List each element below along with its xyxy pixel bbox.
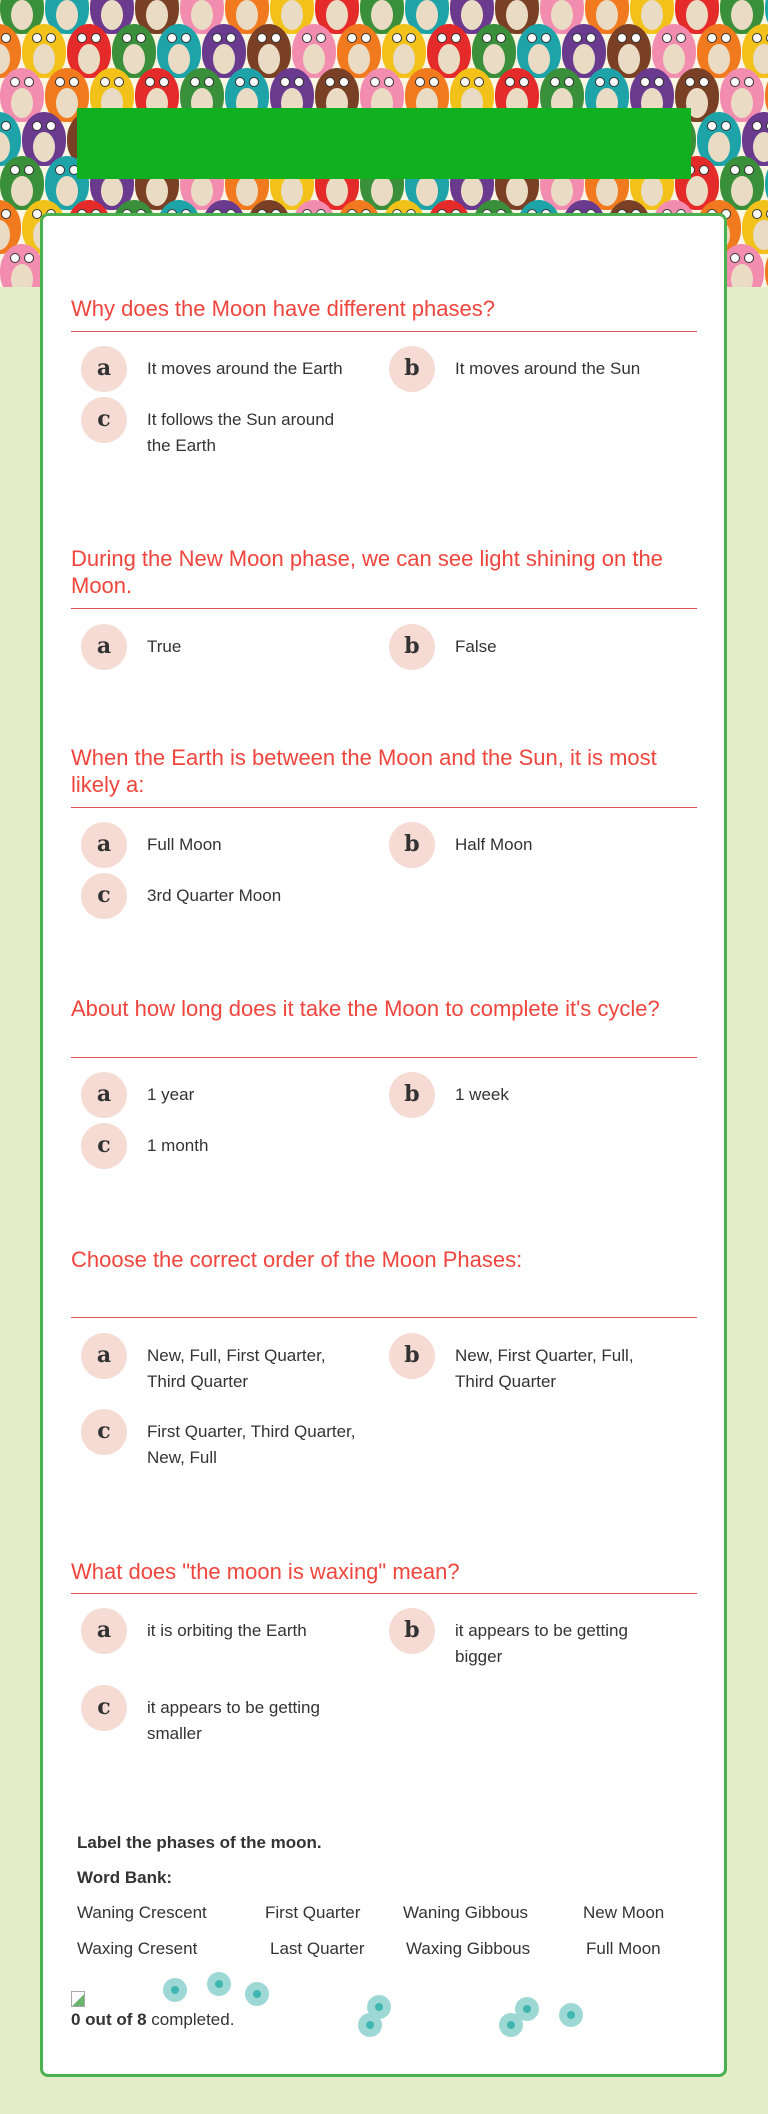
question-divider — [71, 1057, 697, 1058]
word-bank-item: Waxing Cresent — [77, 1939, 198, 1958]
option-text[interactable]: Half Moon — [455, 835, 533, 854]
label-heading: Label the phases of the moon. — [77, 1833, 322, 1852]
word-bank-item: Full Moon — [586, 1939, 661, 1958]
question-divider — [71, 608, 697, 609]
option-letter-button[interactable]: a — [81, 1608, 127, 1654]
word-bank-item: New Moon — [583, 1903, 665, 1922]
question-title: When the Earth is between the Moon and the Sun, it is most likely a: — [71, 745, 657, 797]
drop-target-dot[interactable] — [163, 1978, 187, 2002]
question-title: During the New Moon phase, we can see light shining on the Moon. — [71, 546, 663, 598]
option-letter-button[interactable]: a — [81, 1072, 127, 1118]
option-text[interactable]: 1 year — [147, 1085, 195, 1104]
option-text[interactable]: New, First Quarter, Full, Third Quarter — [455, 1346, 634, 1391]
option-letter-button[interactable]: b — [389, 1333, 435, 1379]
option-letter-button[interactable]: c — [81, 1123, 127, 1169]
option-text[interactable]: True — [147, 637, 182, 656]
option-text[interactable]: it appears to be getting bigger — [455, 1621, 628, 1666]
option-text[interactable]: False — [455, 637, 497, 656]
option-text[interactable]: It moves around the Sun — [455, 359, 641, 378]
option-letter-button[interactable]: c — [81, 873, 127, 919]
option-text[interactable]: It follows the Sun around the Earth — [147, 410, 335, 455]
question-title: Choose the correct order of the Moon Phases: — [71, 1247, 523, 1272]
option-text[interactable]: New, Full, First Quarter, Third Quarter — [147, 1346, 326, 1391]
title-banner — [77, 108, 691, 179]
option-letter-button[interactable]: a — [81, 822, 127, 868]
question-divider — [71, 1317, 697, 1318]
word-bank-item: Waning Gibbous — [403, 1903, 529, 1922]
option-text[interactable]: First Quarter, Third Quarter, New, Full — [147, 1422, 356, 1467]
option-letter-button[interactable]: b — [389, 822, 435, 868]
word-bank-item: Waning Crescent — [77, 1903, 207, 1922]
word-bank-label: Word Bank: — [77, 1868, 173, 1887]
option-text[interactable]: it appears to be getting smaller — [147, 1698, 320, 1743]
question-title: About how long does it take the Moon to complete it's cycle? — [71, 996, 660, 1021]
drop-target-dot[interactable] — [245, 1982, 269, 2006]
option-text[interactable]: it is orbiting the Earth — [147, 1621, 307, 1640]
option-text[interactable]: 1 month — [147, 1136, 209, 1155]
question-divider — [71, 807, 697, 808]
option-text[interactable]: It moves around the Earth — [147, 359, 343, 378]
drop-target-dot[interactable] — [358, 2013, 382, 2037]
option-text[interactable]: Full Moon — [147, 835, 222, 854]
option-letter-button[interactable]: a — [81, 1333, 127, 1379]
drop-target-dot[interactable] — [207, 1972, 231, 1996]
option-letter-button[interactable]: b — [389, 346, 435, 392]
drop-target-dot[interactable] — [515, 1997, 539, 2021]
progress-text — [71, 2010, 234, 2030]
question-title: Why does the Moon have different phases? — [71, 296, 495, 321]
progress-suffix: completed. — [146, 2010, 235, 2029]
option-letter-button[interactable]: b — [389, 1608, 435, 1654]
option-letter-button[interactable]: b — [389, 1072, 435, 1118]
option-letter-button[interactable]: c — [81, 1685, 127, 1731]
question-divider — [71, 1593, 697, 1594]
progress-count: 0 out of 8 — [71, 2010, 147, 2029]
option-letter-button[interactable]: a — [81, 346, 127, 392]
worksheet-card — [40, 213, 727, 2077]
drop-target-dot[interactable] — [559, 2003, 583, 2027]
option-text[interactable]: 1 week — [455, 1085, 509, 1104]
option-letter-button[interactable]: b — [389, 624, 435, 670]
option-letter-button[interactable]: a — [81, 624, 127, 670]
option-letter-button[interactable]: c — [81, 397, 127, 443]
option-letter-button[interactable]: c — [81, 1409, 127, 1455]
broken-image-icon — [71, 1991, 85, 2007]
word-bank-item: First Quarter — [265, 1903, 361, 1922]
question-title: What does "the moon is waxing" mean? — [71, 1559, 460, 1584]
option-text[interactable]: 3rd Quarter Moon — [147, 886, 282, 905]
word-bank-item: Waxing Gibbous — [406, 1939, 531, 1958]
word-bank-item: Last Quarter — [270, 1939, 365, 1958]
question-divider — [71, 331, 697, 332]
